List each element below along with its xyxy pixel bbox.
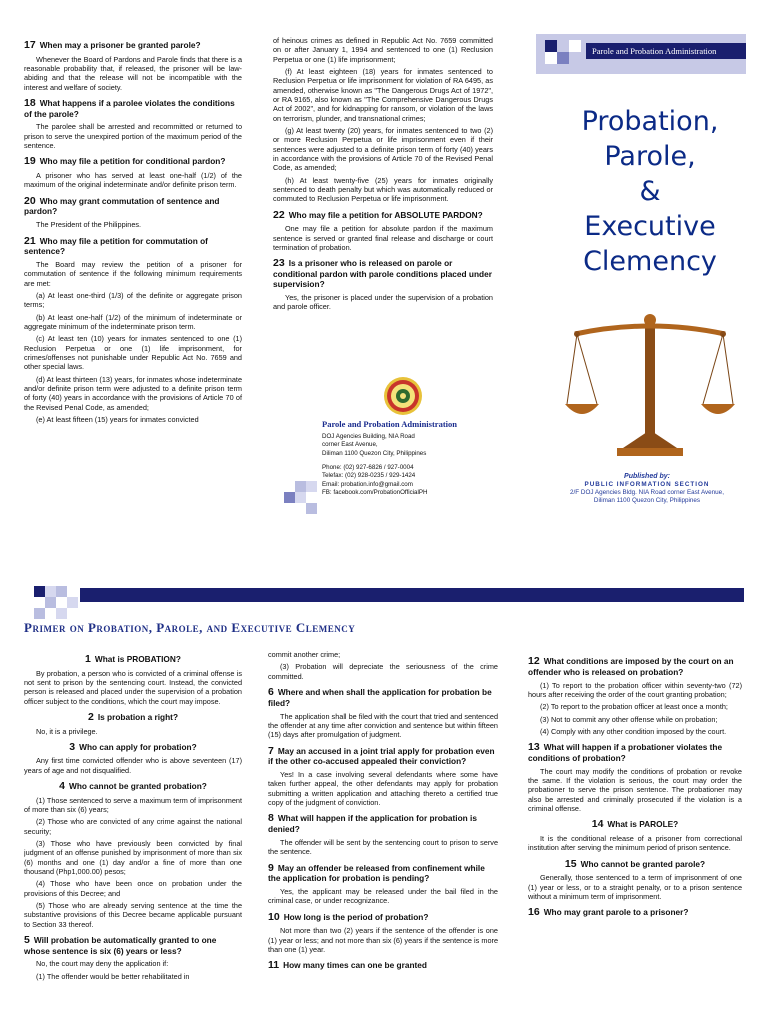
- question-text: What is PAROLE?: [607, 819, 679, 830]
- question-heading: [24, 235, 242, 258]
- ppa-seal-icon: [383, 376, 423, 416]
- question-number: 15: [564, 857, 577, 870]
- body-paragraph: The Board may review the petition of a prisoner for commutation of sentence if the following minimum requirements are met:: [24, 260, 242, 288]
- cover-header-label: Parole and Probation Administration: [592, 46, 717, 56]
- question-text: Who may file a petition for conditional pardon?: [39, 156, 226, 167]
- question-heading: [24, 780, 242, 793]
- question-heading: [268, 959, 498, 972]
- contact-block: [322, 419, 492, 509]
- question-heading: [268, 686, 498, 709]
- body-paragraph: By probation, a person who is convicted of a criminal offense is not sent to prison by the sentencing court. Instead, the convicted person is released and placed under the supervision of a probation officer subject to the conditions, which the court may impose.: [24, 668, 242, 706]
- primer-title: Primer on Probation, Parole, and Executive Clemency: [24, 620, 356, 635]
- body-paragraph: commit another crime;: [268, 650, 341, 659]
- published-by-label: Published by:: [624, 473, 670, 480]
- body-paragraph: Yes, the applicant may be released under the bail filed in the criminal case, or under recognizance.: [268, 887, 498, 906]
- question-text: Who cannot be granted probation?: [69, 781, 207, 792]
- cover-title-line: Clemency: [583, 246, 717, 278]
- question-heading: [528, 906, 742, 919]
- body-paragraph: Any first time convicted offender who is above seventeen (17) years of age and not disqualified.: [24, 756, 242, 775]
- body-paragraph: Yes, the prisoner is placed under the supervision of a probation and parole officer.: [273, 292, 493, 311]
- question-text: What is PROBATION?: [94, 654, 181, 664]
- body-paragraph: (c) At least ten (10) years for inmates sentenced to one (1) Reclusion Perpetua or one (1) life imprisonment, for crimes/offenses not punishable under Republic Act No. 7659 and other special laws.: [24, 334, 242, 372]
- contact-address-2: corner East Avenue,: [322, 441, 378, 449]
- question-heading: [24, 711, 242, 724]
- question-text: How long is the period of probation?: [283, 911, 429, 922]
- question-text: Who may grant commutation of sentence and pardon?: [24, 195, 220, 217]
- body-paragraph: (2) To report to the probation officer at least once a month;: [540, 702, 728, 712]
- body-paragraph: (4) Comply with any other condition imposed by the court.: [540, 726, 727, 736]
- body-paragraph: (1) To report to the probation officer within seventy-two (72) hours after receiving the order of the court granting probation;: [528, 680, 742, 699]
- question-text: How many times can one be granted: [283, 960, 427, 971]
- body-paragraph: A prisoner who has served at least one-half (1/2) of the maximum of the original indeterminate and/or definite prison term.: [24, 171, 242, 190]
- question-text: Who may grant parole to a prisoner?: [543, 907, 689, 918]
- contact-org-name: Parole and Probation Administration: [322, 419, 457, 429]
- question-number: 19: [24, 155, 36, 168]
- question-heading: [24, 741, 242, 754]
- question-number: 6: [268, 685, 274, 698]
- question-text: What will happen if the application for probation is denied?: [268, 813, 477, 834]
- body-paragraph: (a) At least one-third (1/3) of the definite or aggregate prison terms;: [24, 291, 242, 310]
- body-paragraph: Generally, those sentenced to a term of imprisonment of one (1) year or less, or to a straight penalty, or to a prison sentence without a minimum term of imprisonment.: [528, 873, 742, 901]
- publisher-address-2: Diliman 1100 Quezon City, Philippines: [593, 497, 701, 505]
- body-paragraph: It is the conditional release of a prisoner from correctional institution after serving the minimum period of prison sentence.: [528, 833, 742, 853]
- question-heading: [24, 934, 242, 957]
- contact-address-3: Diliman 1100 Quezon City, Philippines: [322, 449, 427, 457]
- question-heading: [24, 155, 242, 168]
- body-paragraph: (f) At least eighteen (18) years for inmates sentenced to Reclusion Perpetua or life imprisonment for violation of RA 6495, as amended, otherwise known as "The Dangerous Drugs Act of 1972", or RA 9165, also known as "The Comprehensive Dangerous Drugs Act of 2002", and for kidnapping for ransom, or violation of the laws on terrorism, plunder, and transnational crimes;: [273, 66, 493, 123]
- question-number: 18: [24, 96, 36, 109]
- question-number: 4: [59, 780, 66, 793]
- body-paragraph: The President of the Philippines.: [36, 220, 142, 230]
- cover-title: [560, 104, 740, 294]
- question-text: What conditions are imposed by the court on an offender who is released on probation?: [528, 656, 734, 677]
- question-number: 12: [528, 655, 540, 667]
- publisher-address-1: 2/F DOJ Agencies Bldg. NIA Road corner East Avenue,: [570, 489, 724, 497]
- body-paragraph: (h) At least twenty-five (25) years for inmates originally sentenced to death penalty but which was automatically reduced or commuted to Reclusion Perpetua or life imprisonment.: [273, 175, 493, 204]
- body-paragraph: (5) Those who are already serving sentence at the time the substantive provisions of this Decree became applicable pursuant to Section 33 thereof.: [24, 900, 242, 929]
- question-heading: [24, 653, 242, 666]
- top-middle-panel: [273, 36, 493, 376]
- body-paragraph: The parolee shall be arrested and recommitted or returned to prison to serve the unexpired portion of the maximum period of the sentence.: [24, 122, 242, 151]
- body-paragraph: No, the court may deny the application if:: [36, 959, 169, 969]
- question-number: 16: [528, 906, 540, 919]
- question-number: 23: [273, 257, 285, 270]
- publisher-block: [540, 472, 754, 512]
- body-paragraph: (3) Not to commit any other offense while on probation;: [540, 714, 718, 724]
- body-paragraph: (e) At least fifteen (15) years for inmates convicted: [36, 415, 199, 425]
- publisher-office: PUBLIC INFORMATION SECTION: [584, 481, 710, 489]
- body-paragraph: (3) Probation will depreciate the seriousness of the crime committed.: [268, 662, 498, 681]
- body-paragraph: (g) At least twenty (20) years, for inmates sentenced to two (2) or more Reclusion Perpetua or life imprisonment even if their sentences were adjusted to a definite prison term of forty (40) years in accordance with the provisions of Article 70 of the Revised Penal Code, as amended;: [273, 125, 493, 173]
- body-paragraph: (b) At least one-half (1/2) of the minimum of indeterminate or aggregate minimum of the indeterminate prison term.: [24, 312, 242, 332]
- question-text: Who cannot be granted parole?: [580, 858, 706, 869]
- question-number: 2: [87, 710, 94, 723]
- question-number: 7: [268, 744, 274, 757]
- question-heading: [273, 257, 493, 290]
- question-number: 17: [24, 39, 36, 51]
- body-paragraph: The application shall be filed with the court that tried and sentenced the offender at any time after conviction and sentence but within fifteen (15) days after promulgation of judgment.: [268, 711, 498, 740]
- question-number: 21: [24, 234, 36, 247]
- contact-address-1: DOJ Agencies Building, NIA Road: [322, 433, 415, 440]
- bottom-right-column: [528, 650, 742, 1024]
- question-number: 3: [69, 740, 76, 753]
- question-heading: [24, 97, 242, 120]
- question-text: When may a prisoner be granted parole?: [39, 40, 201, 50]
- question-number: 10: [268, 910, 280, 923]
- body-paragraph: The court may modify the conditions of probation or revoke the same. If the violation is serious, the court may order the probationer to serve the prison sentence. The probationer may also be arrested and criminally prosecuted if the violation is a criminal offense.: [528, 766, 742, 814]
- body-paragraph: (d) At least thirteen (13) years, for inmates whose indeterminate and/or definite prison term were adjusted to a definite prison term of forty (40) years in accordance with the provisions of Article 70 of the Revised Penal Code, as amended;: [24, 374, 242, 412]
- cover-title-line: Parole,: [604, 141, 696, 173]
- body-paragraph: (1) The offender would be better rehabilitated in: [36, 971, 190, 981]
- question-text: Where and when shall the application for probation be filed?: [268, 686, 492, 708]
- question-heading: [268, 911, 498, 924]
- body-paragraph: (1) Those sentenced to serve a maximum term of imprisonment of more than six (6) years;: [24, 795, 242, 814]
- question-text: Is a prisoner who is released on parole or conditional pardon with parole conditions placed under supervision?: [273, 258, 492, 289]
- question-number: 14: [591, 818, 604, 831]
- question-text: Who can apply for probation?: [79, 741, 197, 752]
- body-paragraph: Not more than two (2) years if the sentence of the offender is one (1) year or less; and not more than six (6) years if the sentence is more than one (1) year.: [268, 926, 498, 955]
- body-paragraph: No, it is a privilege.: [36, 726, 98, 736]
- bottom-left-column: [24, 648, 242, 1024]
- question-text: What will happen if a probationer violates the conditions of probation?: [528, 742, 723, 763]
- question-text: May an offender be released from confinement while the application for probation is pending?: [268, 862, 485, 884]
- question-number: 22: [273, 208, 285, 221]
- body-paragraph: Whenever the Board of Pardons and Parole finds that there is a reasonable probability that, if released, the prisoner will be law-abiding and that the release will not be incompatible with the interest and welfare of society.: [24, 54, 242, 92]
- question-number: 13: [528, 741, 540, 754]
- contact-phone: Phone: (02) 927-6826 / 927-0004: [322, 464, 414, 472]
- bottom-middle-column: [268, 650, 498, 1024]
- question-number: 9: [268, 861, 274, 874]
- body-paragraph: of heinous crimes as defined in Republic Act No. 7659 committed on or after January 1, 1994 and sentenced to one (1) Reclusion Perpetua or one (1) life imprisonment;: [273, 36, 493, 64]
- cover-title-line: &: [639, 176, 661, 208]
- cover-title-line: Probation,: [581, 106, 719, 137]
- question-heading: [528, 818, 742, 831]
- contact-facebook: FB: facebook.com/ProbationOfficialPH: [322, 489, 428, 497]
- contact-telefax: Telefax: (02) 928-0235 / 929-1424: [322, 472, 416, 480]
- question-heading: [528, 858, 742, 871]
- question-heading: [268, 745, 498, 768]
- question-number: 5: [24, 933, 30, 946]
- question-heading: [268, 812, 498, 835]
- question-text: May an accused in a joint trial apply for probation even if the other co-accused appealed their conviction?: [268, 745, 495, 767]
- question-heading: [24, 195, 242, 218]
- question-heading: [528, 741, 742, 764]
- question-number: 1: [85, 653, 91, 665]
- question-text: Who may file a petition for ABSOLUTE PARDON?: [288, 209, 483, 220]
- body-paragraph: (3) Those who have previously been convicted by final judgment of an offense punished by imprisonment of more than six (6) months and one (1) day and/or a fine of more than one thousand (Php1,000.00) pesos;: [24, 838, 242, 876]
- question-text: What happens if a parolee violates the conditions of the parole?: [24, 97, 235, 119]
- question-heading: [268, 862, 498, 885]
- top-left-panel: [24, 34, 242, 504]
- cover-title-line: Executive: [584, 211, 716, 243]
- body-paragraph: One may file a petition for absolute pardon if the maximum sentence is served or granted final release and discharge or court termination of probation.: [273, 224, 493, 252]
- question-number: 8: [268, 812, 274, 825]
- question-number: 20: [24, 194, 36, 207]
- question-text: Will probation be automatically granted to one whose sentence is six (6) years or less?: [24, 934, 217, 956]
- question-heading: [24, 39, 242, 52]
- body-paragraph: The offender will be sent by the sentencing court to prison to serve the sentence.: [268, 837, 498, 857]
- question-heading: [273, 209, 493, 222]
- scales-of-justice-icon: [565, 312, 735, 462]
- ppa-logo: [383, 376, 423, 416]
- question-text: Is probation a right?: [97, 711, 179, 722]
- contact-email: Email: probation.info@gmail.com: [322, 480, 413, 488]
- question-heading: [528, 655, 742, 678]
- question-text: Who may file a petition for commutation of sentence?: [24, 235, 208, 257]
- body-paragraph: (4) Those who have been once on probation under the provisions of this Decree; and: [24, 879, 242, 898]
- body-paragraph: Yes! In a case involving several defendants where some have taken further appeal, the other defendants may apply for probation submitting a written application and attaching thereto a certified true copy of the judgment of conviction.: [268, 770, 498, 808]
- body-paragraph: (2) Those who are convicted of any crime against the national security;: [24, 817, 242, 836]
- question-number: 11: [268, 959, 280, 972]
